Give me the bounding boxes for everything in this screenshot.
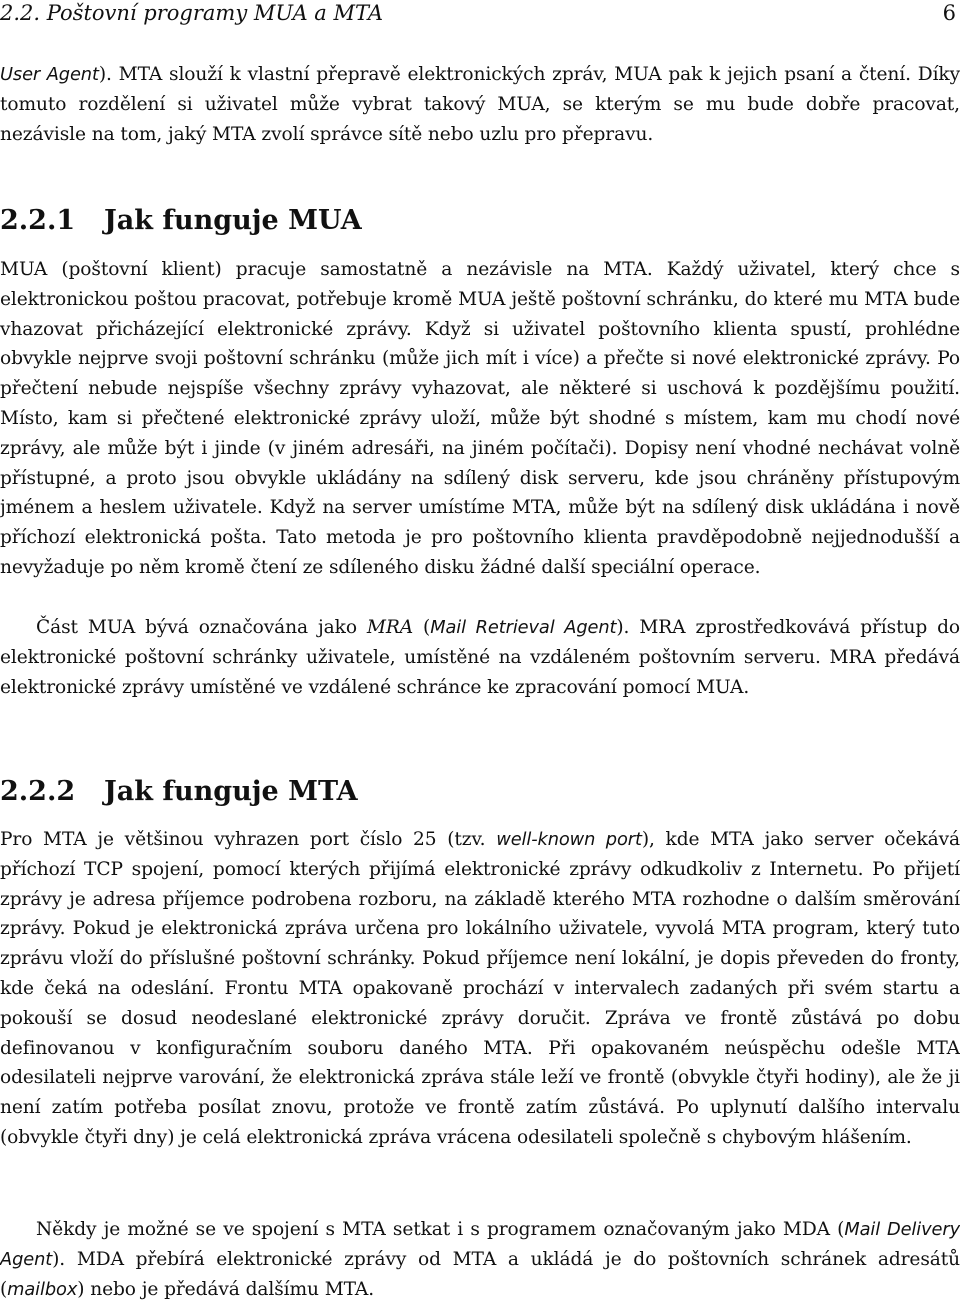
mta-p2-text-a: Někdy je možné se ve spojení s MTA setkat i s programem označovaným jako MDA ( — [36, 1219, 845, 1240]
section-title-mta: Jak funguje MTA — [104, 776, 358, 807]
mua-paragraph-2 — [0, 613, 960, 702]
mta-paragraph-1 — [0, 825, 960, 1153]
mta-paragraph-2 — [0, 1215, 960, 1304]
mailbox-term: mailbox — [7, 1278, 78, 1300]
section-heading-mta — [0, 776, 358, 808]
page-number: 6 — [942, 1, 956, 25]
running-head-title: 2.2. Poštovní programy MUA a MTA — [0, 1, 384, 25]
mra-term: Mail Retrieval Agent — [430, 617, 617, 638]
mua-paragraph-1: MUA (poštovní klient) pracuje samostatně a nezávisle na MTA. Každý uživatel, který chce s elektronickou poštou pracovat, potřebuje kromě MUA ještě poštovní schránku, do které mu MTA bude vhazovat přicházející elektronické zprávy. Když si uživatel poštovního klienta spustí, prohlédne obvykle nejprve svoji poštovní schránku (může jich mít i více) a přečte si nové elektronické zprávy. Po přečtení nebude nejspíše všechny zprávy vyhazovat, ale některé si uschová k pozdějšímu použití. Místo, kam si přečtené elektronické zprávy uloží, může být shodné s místem, kam mu chodí nové zprávy, ale může být i jinde (v jiném adresáři, na jiném počítači). Dopisy není vhodné nechávat volně přístupné, a proto jsou obvykle ukládány na sdílený disk serveru, kde jsou chráněny přístupovým jménem a heslem uživatele. Když na server umístíme MTA, může být na sdílený disk ukládána i nově příchozí elektronická pošta. Tato metoda je pro poštovního klienta pravděpodobně nejjednodušší a nevyžaduje po něm kromě čtení ze sdíleného disku žádné další speciální operace. — [0, 259, 960, 578]
section-number-mta: 2.2.2 — [0, 776, 76, 807]
section-title-mua: Jak funguje MUA — [104, 205, 362, 236]
mta-p1-text-a: Pro MTA je většinou vyhrazen port číslo 25 (tzv. — [0, 829, 497, 850]
mra-abbreviation: MRA — [366, 617, 414, 638]
mda-term: Mail Delivery Agent — [0, 1219, 960, 1270]
mua-p2-text-c: ). MRA zprostředkovává přístup do elektronické poštovní schránky uživatele, umístěné na vzdáleném poštovním serveru. MRA předává elektronické zprávy umístěné ve vzdálené schránce ke zpracování pomocí MUA. — [0, 617, 960, 698]
section-number-mua: 2.2.1 — [0, 205, 76, 236]
mta-p2-text-c: ) nebo je předává dalšímu MTA. — [77, 1278, 375, 1300]
mta-p2-text-b: ). MDA přebírá elektronické zprávy od MTA a ukládá je do poštovních schránek adresátů ( — [0, 1248, 960, 1300]
mua-p2-text-b: ( — [413, 617, 431, 638]
intro-text: ). MTA slouží k vlastní přepravě elektronických zpráv, MUA pak k jejich psaní a čtení. Díky tomuto rozdělení si uživatel může vybrat takový MUA, se kterým se mu bude dobře pracovat, nezávisle na tom, jaký MTA zvolí správce sítě nebo uzlu pro přepravu. — [0, 64, 960, 145]
intro-term: User Agent — [0, 64, 99, 85]
intro-paragraph — [0, 60, 960, 149]
mta-p1-text-b: ), kde MTA jako server očekává příchozí TCP spojení, pomocí kterých přijímá elektronické zprávy odkudkoliv z Internetu. Po přijetí zprávy je adresa příjemce podrobena rozboru, na základě kterého MTA rozhodne o dalším směrování zprávy. Pokud je elektronická zpráva určena pro lokálního uživatele, vyvolá MTA program, který tuto zprávu vloží do příslušné poštovní schránky. Pokud příjemce není lokální, je dopis převeden do fronty, kde čeká na odeslání. Frontu MTA opakovaně prochází v intervalech zadaných při svém startu a pokouší se dosud neodeslané elektronické zprávy doručit. Zpráva ve frontě zůstává po dobu definovanou v konfiguračním souboru daného MTA. Při opakovaném neúspěchu odešle MTA odesilateli nejprve varování, že elektronická zpráva stále leží ve frontě (obvykle čtyři hodiny), ale že ji není zatím potřeba posílat znovu, protože ve frontě zatím zůstává. Po uplynutí dalšího intervalu (obvykle čtyři dny) je celá elektronická zpráva vrácena odesilateli společně s chybovým hlášením. — [0, 829, 960, 1148]
running-head — [0, 0, 960, 30]
mua-p2-text-a: Část MUA bývá označována jako — [36, 617, 367, 638]
well-known-port-term: well-known port — [496, 829, 642, 850]
section-heading-mua — [0, 205, 362, 237]
